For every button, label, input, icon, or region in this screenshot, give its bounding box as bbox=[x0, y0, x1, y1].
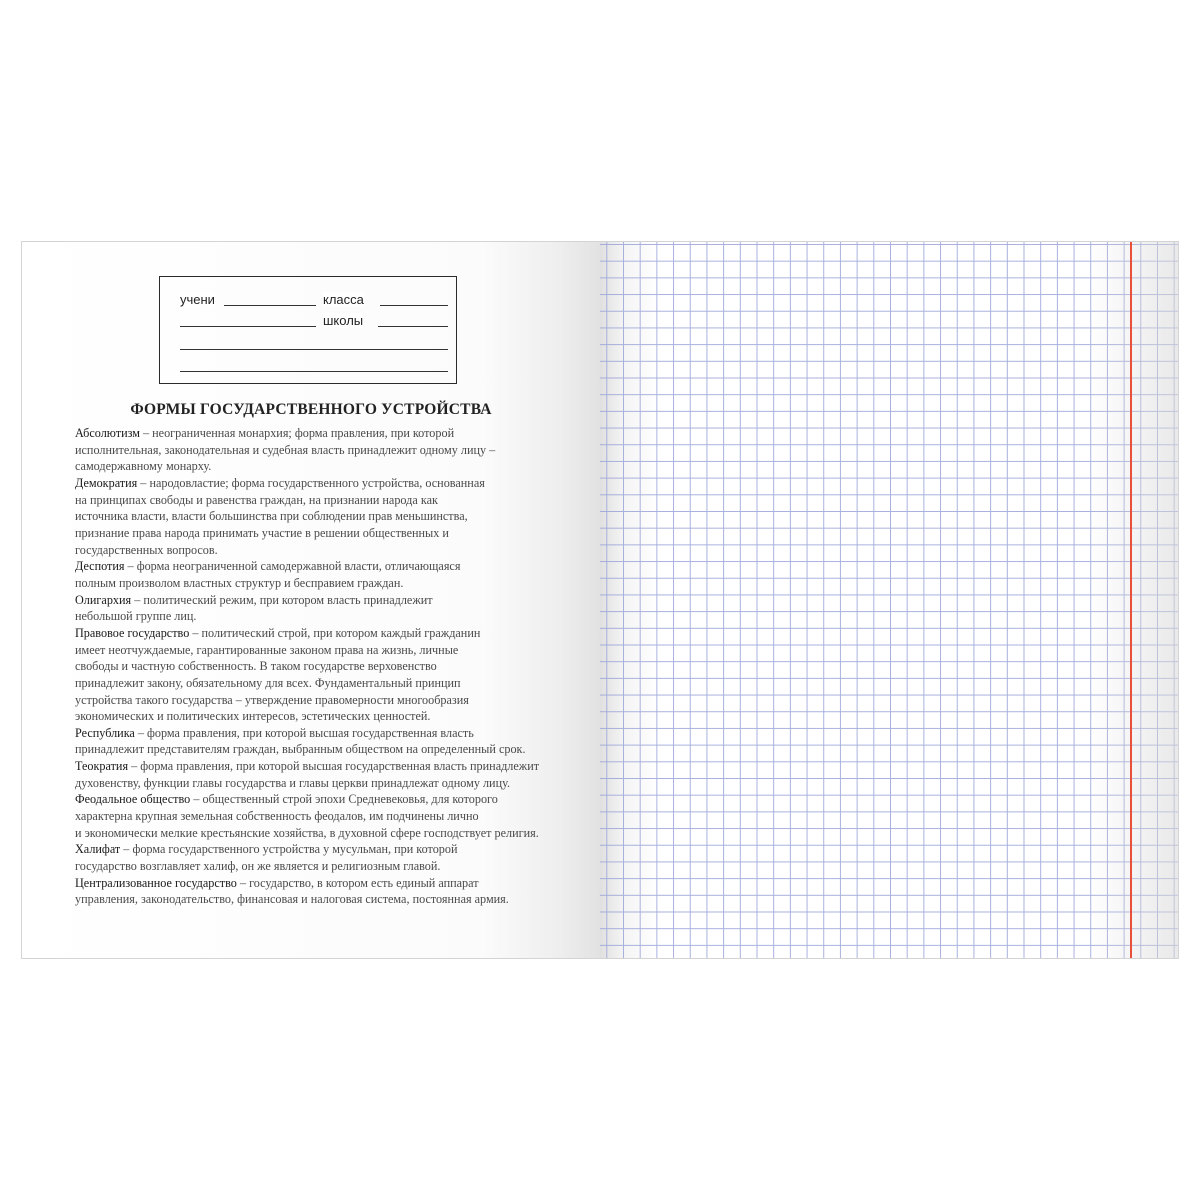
label-row-3 bbox=[180, 333, 446, 353]
definition-text: – политический строй, при котором каждый гражданин bbox=[189, 625, 481, 640]
definition-entry bbox=[75, 558, 575, 591]
definition-text: управления, законодательство, финансовая и налоговая система, постоянная армия. bbox=[75, 892, 509, 907]
definition-line bbox=[75, 741, 575, 758]
definition-text: полным произволом властных структур и бесправием граждан. bbox=[75, 575, 404, 590]
definition-text: – форма правления, при которой высшая государственная власть bbox=[134, 725, 474, 740]
definition-line bbox=[75, 458, 575, 475]
definition-line bbox=[75, 525, 575, 542]
definition-line bbox=[75, 758, 575, 775]
label-row-student bbox=[180, 289, 446, 309]
definition-text: источника власти, власти большинства при соблюдении прав меньшинства, bbox=[75, 509, 468, 524]
class-label: класса bbox=[323, 292, 364, 307]
definition-text: самодержавному монарху. bbox=[75, 459, 212, 474]
definition-line bbox=[75, 625, 575, 642]
name-fill-line bbox=[180, 326, 316, 327]
definition-line bbox=[75, 542, 575, 559]
blank-fill-line bbox=[180, 371, 448, 372]
definition-term: Республика bbox=[75, 725, 135, 740]
definition-term: Абсолютизм bbox=[75, 426, 140, 440]
definition-line bbox=[75, 708, 575, 725]
definition-line bbox=[75, 475, 575, 492]
definition-line bbox=[75, 841, 575, 858]
definition-text: и экономически мелкие крестьянские хозяйства, в духовной сфере господствует религия. bbox=[75, 825, 539, 840]
definition-line bbox=[75, 808, 575, 825]
definition-line bbox=[75, 891, 575, 908]
definition-line bbox=[75, 858, 575, 875]
definition-text: свободы и частную собственность. В таком государстве верховенство bbox=[75, 659, 437, 674]
school-label: школы bbox=[323, 313, 364, 328]
definition-text: государство возглавляет халиф, он же является и религиозным главой. bbox=[75, 859, 441, 874]
definition-term: Правовое государство bbox=[75, 625, 190, 640]
definition-text: принадлежит закону, обязательному для всех. Фундаментальный принцип bbox=[75, 675, 461, 690]
definition-text: – форма правления, при которой высшая государственная власть принадлежит bbox=[128, 759, 540, 774]
definition-line bbox=[75, 875, 575, 892]
definition-entry bbox=[75, 725, 575, 758]
definition-text: экономических и политических интересов, эстетических ценностей. bbox=[75, 709, 431, 724]
definition-text: духовенству, функции главы государства и главы церкви принадлежат одному лицу. bbox=[75, 775, 511, 790]
page-title: ФОРМЫ ГОСУДАРСТВЕННОГО УСТРОЙСТВА bbox=[130, 401, 492, 418]
definition-line bbox=[75, 791, 575, 808]
definition-entry bbox=[75, 875, 575, 908]
student-label: учени bbox=[180, 292, 215, 307]
definition-text: – форма неограниченной самодержавной власти, отличающаяся bbox=[124, 559, 461, 574]
blank-fill-line bbox=[180, 349, 448, 350]
definition-entry bbox=[75, 475, 575, 558]
definition-entry bbox=[75, 791, 575, 841]
definition-line bbox=[75, 675, 575, 692]
definition-entry bbox=[75, 758, 575, 791]
definition-text: на принципах свободы и равенства граждан, на признании народа как bbox=[75, 492, 438, 507]
definition-line bbox=[75, 442, 575, 459]
definition-text: – неограниченная монархия; форма правления, при которой bbox=[139, 426, 455, 440]
definition-text: государственных вопросов. bbox=[75, 542, 218, 557]
definition-term: Халифат bbox=[75, 842, 121, 857]
definition-text: имеет неотчуждаемые, гарантированные законом права на жизнь, личные bbox=[75, 642, 459, 657]
definitions-list bbox=[75, 425, 575, 908]
definition-line bbox=[75, 775, 575, 792]
student-fill-line bbox=[224, 305, 316, 306]
definition-text: – народовластие; форма государственного устройства, основанная bbox=[137, 475, 485, 490]
definition-text: признание права народа принимать участие в решении общественных и bbox=[75, 525, 449, 540]
page-shadow bbox=[1088, 242, 1178, 958]
definition-term: Демократия bbox=[75, 475, 138, 490]
definition-line bbox=[75, 825, 575, 842]
definition-line bbox=[75, 575, 575, 592]
definition-line bbox=[75, 508, 575, 525]
definition-line bbox=[75, 692, 575, 709]
left-page bbox=[22, 242, 600, 958]
definition-text: характерна крупная земельная собственность феодалов, им подчинены лично bbox=[75, 809, 479, 824]
school-fill-line bbox=[378, 326, 448, 327]
definition-text: небольшой группе лиц. bbox=[75, 609, 197, 624]
class-fill-line bbox=[380, 305, 448, 306]
definition-text: – общественный строй эпохи Средневековья, для которого bbox=[190, 792, 498, 807]
definition-line bbox=[75, 642, 575, 659]
definition-entry bbox=[75, 841, 575, 874]
definition-line bbox=[75, 608, 575, 625]
definition-term: Деспотия bbox=[75, 559, 125, 574]
notebook-spread bbox=[21, 241, 1179, 959]
definition-entry bbox=[75, 425, 575, 475]
definition-text: – форма государственного устройства у мусульман, при которой bbox=[120, 842, 458, 857]
definition-line bbox=[75, 492, 575, 509]
definition-term: Централизованное государство bbox=[75, 875, 237, 890]
label-row-4 bbox=[180, 355, 446, 375]
definition-text: устройства такого государства – утверждение правомерности многообразия bbox=[75, 692, 469, 707]
definition-term: Теократия bbox=[75, 759, 129, 774]
definition-line bbox=[75, 658, 575, 675]
definition-text: исполнительная, законодательная и судебная власть принадлежит одному лицу – bbox=[75, 442, 496, 457]
red-margin-line bbox=[1130, 242, 1132, 958]
definition-line bbox=[75, 425, 575, 442]
label-row-school bbox=[180, 310, 446, 330]
definition-line bbox=[75, 558, 575, 575]
definition-text: – политический режим, при котором власть принадлежит bbox=[131, 592, 433, 607]
definition-text: – государство, в котором есть единый аппарат bbox=[236, 875, 479, 890]
definition-line bbox=[75, 592, 575, 609]
definition-text: принадлежит представителям граждан, выбранным обществом на определенный срок. bbox=[75, 742, 526, 757]
definition-entry bbox=[75, 625, 575, 725]
name-label-box bbox=[159, 276, 457, 384]
definition-term: Феодальное общество bbox=[75, 792, 191, 807]
definition-entry bbox=[75, 592, 575, 625]
right-page-grid bbox=[600, 242, 1178, 958]
definition-term: Олигархия bbox=[75, 592, 132, 607]
definition-line bbox=[75, 725, 575, 742]
